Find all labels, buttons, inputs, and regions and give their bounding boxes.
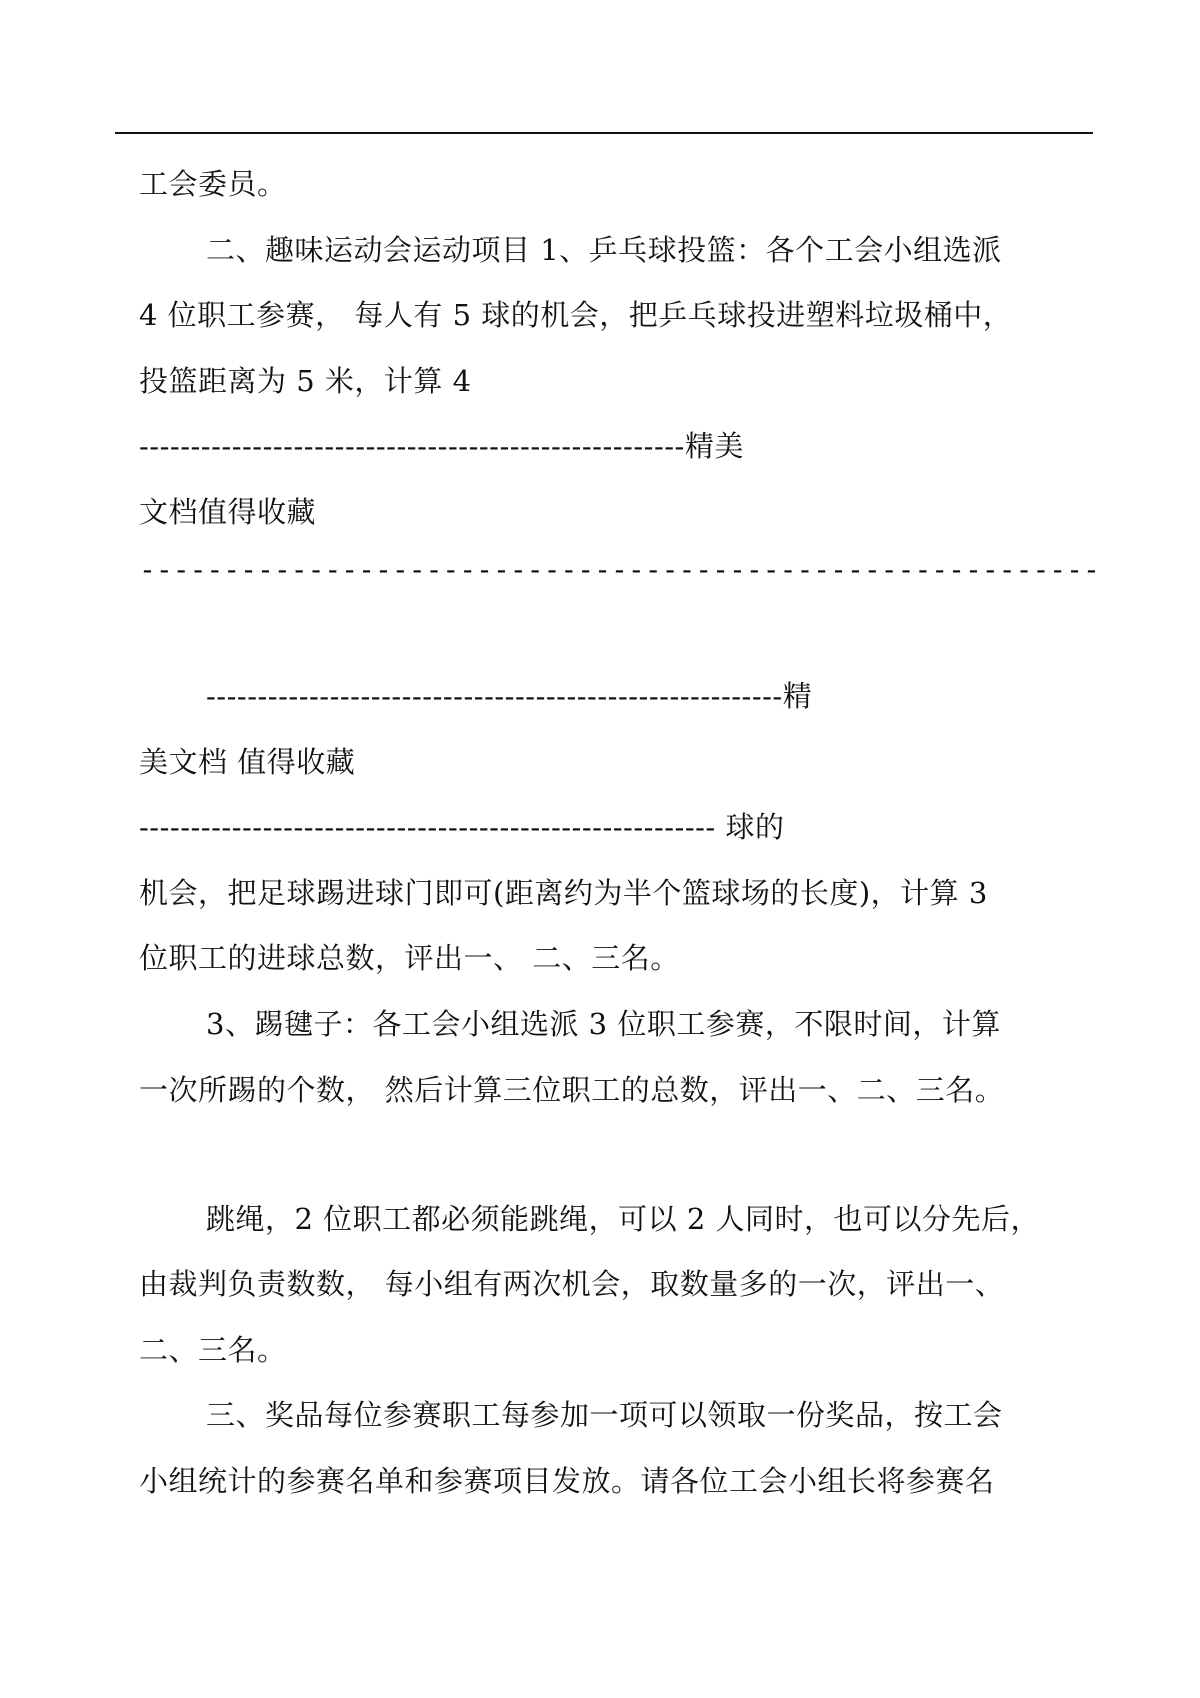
text-line-2: 二、趣味运动会运动项目 1、乒乓球投篮：各个工会小组选派 — [206, 233, 1002, 267]
separator-line-2: --------------------------------------------------------- — [139, 553, 1100, 586]
separator-line-3: --------------------------------------------------------精 — [206, 679, 813, 713]
text-line-7: 机会，把足球踢进球门即可(距离约为半个篮球场的长度)，计算 3 — [139, 876, 988, 910]
separator-line-4: -------------------------------------------------------- 球的 — [139, 810, 785, 844]
text-line-13: 二、三名。 — [139, 1333, 287, 1367]
text-line-1: 工会委员。 — [139, 167, 287, 201]
text-line-9: 3、踢毽子：各工会小组选派 3 位职工参赛，不限时间，计算 — [206, 1007, 1001, 1041]
text-line-14: 三、奖品每位参赛职工每参加一项可以领取一份奖品，按工会 — [206, 1398, 1003, 1432]
text-line-8: 位职工的进球总数，评出一、 二、三名。 — [139, 941, 680, 975]
text-line-11: 跳绳，2 位职工都必须能跳绳，可以 2 人同时，也可以分先后， — [206, 1202, 1041, 1236]
header-rule — [115, 132, 1093, 134]
text-line-4: 投篮距离为 5 米，计算 4 — [139, 364, 472, 398]
separator-line-1: -----------------------------------------------------精美 — [139, 429, 744, 463]
text-line-12: 由裁判负责数数， 每小组有两次机会，取数量多的一次，评出一、 — [139, 1267, 1005, 1301]
text-line-15: 小组统计的参赛名单和参赛项目发放。请各位工会小组长将参赛名 — [139, 1464, 995, 1498]
text-line-3: 4 位职工参赛， 每人有 5 球的机会，把乒乓球投进塑料垃圾桶中， — [139, 298, 1013, 332]
text-line-5: 文档值得收藏 — [139, 495, 317, 529]
text-line-10: 一次所踢的个数， 然后计算三位职工的总数，评出一、二、三名。 — [139, 1073, 1005, 1107]
text-line-6: 美文档 值得收藏 — [139, 745, 356, 779]
